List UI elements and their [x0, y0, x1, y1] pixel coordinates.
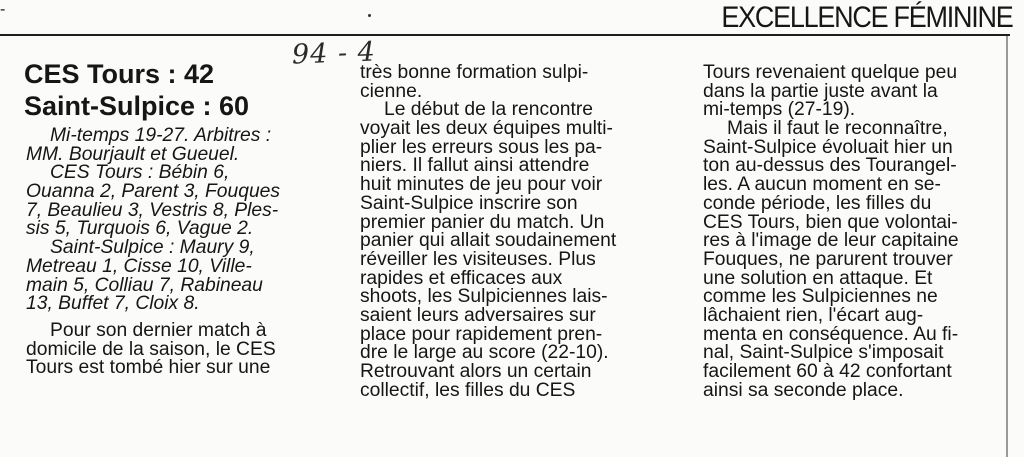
lineup-line: Saint-Sulpice : Maury 9,	[50, 237, 255, 259]
article-column-1	[26, 127, 326, 378]
body-line: CES Tours, bien que volontai-	[703, 211, 958, 233]
lineup-line: Ouanna 2, Parent 3, Fouques	[26, 181, 281, 203]
body-line: panier qui allait soudainement	[360, 230, 617, 252]
headline-score-away: Saint-Sulpice : 60	[24, 91, 250, 121]
body-line: lâchaient rien, l'écart aug-	[703, 304, 924, 326]
match-info-line: MM. Bourjault et Gueuel.	[26, 143, 240, 165]
body-line: place pour rapidement pren-	[360, 323, 603, 345]
body-line: cienne.	[360, 80, 423, 102]
body-line: Saint-Sulpice évoluait hier un	[703, 136, 953, 158]
body-line: Mais il faut le reconnaître,	[727, 118, 948, 140]
body-line: Saint-Sulpice inscrire son	[360, 192, 578, 214]
page-dot	[368, 14, 371, 17]
lineup-line: sis 5, Turquois 6, Vague 2.	[26, 218, 254, 240]
body-line: Retrouvant alors un certain	[360, 361, 592, 382]
body-line: premier panier du match. Un	[360, 211, 605, 233]
right-rule	[1006, 36, 1008, 457]
body-line: Tours est tombé hier sur une	[26, 357, 271, 379]
corner-mark: -	[0, 1, 6, 18]
body-line: ton au-dessus des Tourangel-	[703, 155, 957, 177]
body-line: Le début de la rencontre	[384, 99, 594, 121]
body-line: dre le large au score (22-10).	[360, 342, 609, 364]
headline-score-home: CES Tours : 42	[24, 59, 215, 89]
top-rule	[0, 34, 1010, 36]
body-line: collectif, les filles du CES	[360, 379, 576, 401]
lineup-line: 7, Beaulieu 3, Vestris 8, Ples-	[26, 199, 279, 221]
body-line: mi-temps (27-19).	[703, 99, 856, 121]
lineup-line: 13, Buffet 7, Cloix 8.	[26, 293, 200, 315]
body-line: voyait les deux équipes multi-	[360, 118, 613, 140]
body-line: très bonne formation sulpi-	[360, 62, 589, 83]
body-line: dans la partie juste avant la	[703, 80, 938, 102]
body-line: menta en conséquence. Au fi-	[703, 323, 959, 345]
article-column-2	[360, 64, 664, 400]
body-line: les. A aucun moment en se-	[703, 174, 941, 196]
body-line: Pour son dernier match à	[50, 319, 267, 341]
body-line: rapides et efficaces aux	[360, 267, 563, 289]
body-line: domicile de la saison, le CES	[26, 338, 276, 360]
body-line: une solution en attaque. Et	[703, 267, 933, 289]
body-line: shoots, les Sulpiciennes lais-	[360, 286, 608, 308]
body-line: niers. Il fallut ainsi attendre	[360, 155, 590, 177]
headline	[24, 58, 249, 122]
handwritten-note: 94 - 4	[291, 36, 377, 71]
body-line: ainsi sa seconde place.	[703, 379, 904, 401]
lineup-line: CES Tours : Bébin 6,	[50, 162, 230, 184]
body-line: Fouques, ne parurent trouver	[703, 248, 953, 270]
body-line: facilement 60 à 42 confortant	[703, 361, 952, 382]
body-line: huit minutes de jeu pour voir	[360, 174, 603, 196]
lineup-line: Metreau 1, Cisse 10, Ville-	[26, 255, 252, 277]
article-column-3	[703, 64, 976, 400]
section-title: EXCELLENCE FÉMININE	[720, 1, 1012, 34]
body-line: nal, Saint-Sulpice s'imposait	[703, 342, 944, 364]
body-line: réveiller les visiteuses. Plus	[360, 248, 596, 270]
body-line: plier les erreurs sous les pa-	[360, 136, 603, 158]
body-line: res à l'image de leur capitaine	[703, 230, 959, 252]
match-info-line: Mi-temps 19-27. Arbitres :	[50, 125, 272, 146]
body-line: saient leurs adversaires sur	[360, 304, 596, 326]
body-line: comme les Sulpiciennes ne	[703, 286, 938, 308]
body-line: conde période, les filles du	[703, 192, 932, 214]
lineup-line: main 5, Colliau 7, Rabineau	[26, 274, 263, 296]
body-line: Tours revenaient quelque peu	[703, 62, 958, 83]
